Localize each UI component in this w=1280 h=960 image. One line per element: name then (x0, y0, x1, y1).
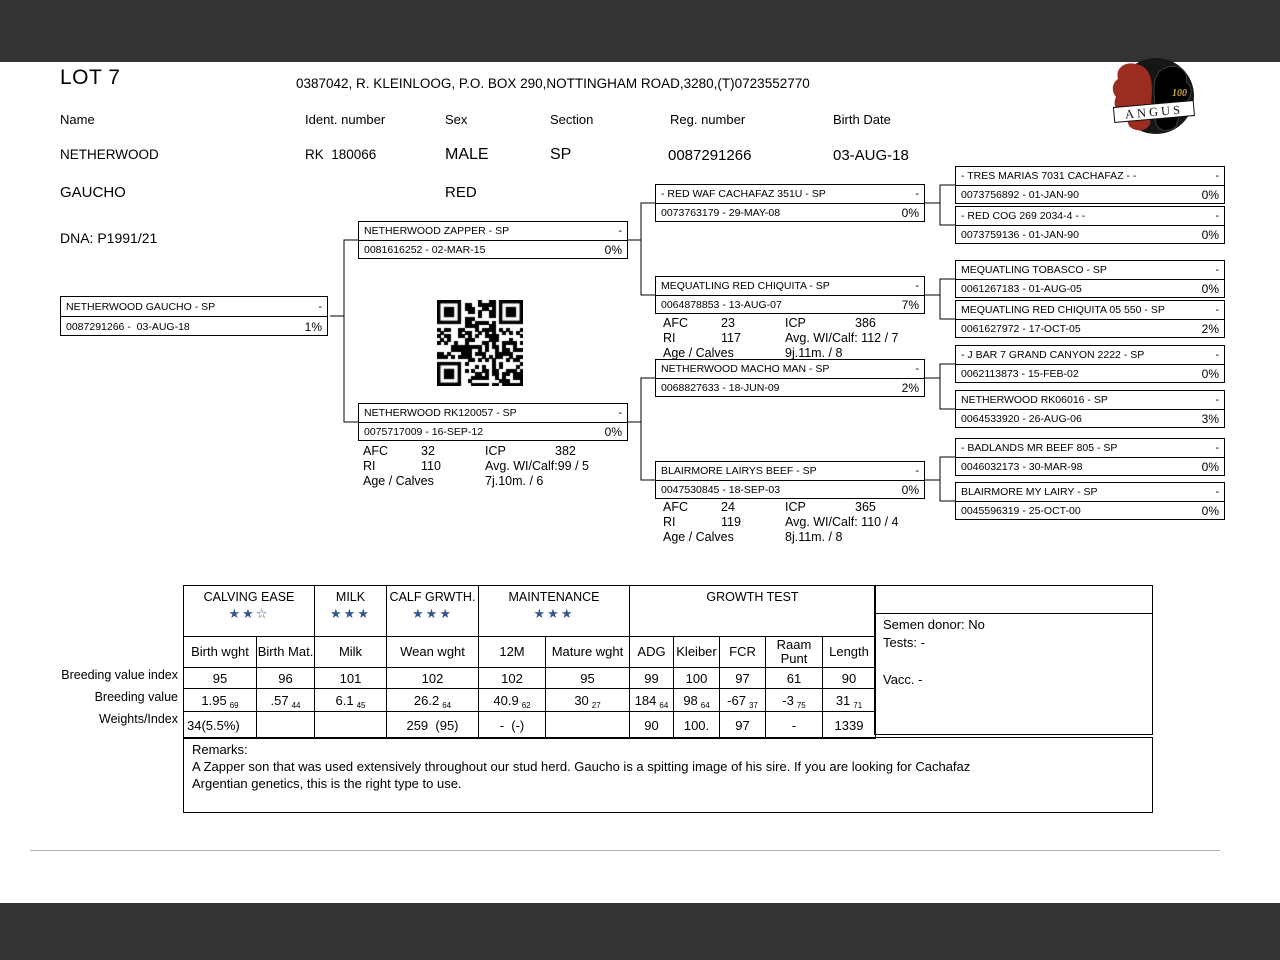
dash: - (618, 225, 622, 237)
animal-id: 0064878853 - 13-AUG-07 (661, 299, 782, 311)
dash: - (915, 188, 919, 200)
pedigree-box-dsd (955, 390, 1225, 428)
animal-id: 0061267183 - 01-AUG-05 (961, 283, 1082, 295)
index-cell: 102 (387, 668, 479, 689)
bv-accuracy: 75 (796, 700, 806, 710)
avg-wi-calf: Avg. WI/Calf: 110 / 4 (785, 515, 899, 529)
sex-value: MALE (445, 146, 489, 163)
col-adg: ADG (630, 637, 674, 668)
dash: - (1215, 394, 1219, 406)
animal-id: 0073756892 - 01-JAN-90 (961, 189, 1079, 201)
animal-name: NETHERWOOD GAUCHO - SP (66, 300, 216, 313)
animal-id: 0075717009 - 16-SEP-12 (364, 426, 484, 438)
afc-label: AFC (663, 500, 688, 514)
pedigree-box-sss (955, 166, 1225, 204)
icp-value: 382 (555, 444, 576, 458)
group-label: CALVING EASE (203, 590, 295, 604)
pedigree-box-ddd (955, 482, 1225, 520)
index-cell: 95 (546, 668, 630, 689)
animal-name: - BADLANDS MR BEEF 805 - SP (961, 442, 1118, 454)
afc-value: 23 (721, 316, 735, 330)
pedigree-box-sd (655, 276, 925, 314)
icp-label: ICP (485, 444, 506, 458)
icp-value: 365 (855, 500, 876, 514)
dash: - (915, 363, 919, 375)
index-cell: 95 (184, 668, 257, 689)
label-reg: Reg. number (670, 112, 746, 127)
stats-dam (363, 444, 589, 489)
footer-divider (30, 850, 1220, 851)
dash: - (1215, 304, 1219, 316)
bv-accuracy: 64 (700, 700, 710, 710)
bv: -67 (727, 692, 746, 708)
side-panel-top-cell (875, 586, 1152, 614)
weight-cell (315, 712, 387, 739)
row-label-breeding-value: Breeding value (94, 690, 178, 704)
label-ident: Ident. number (305, 112, 386, 127)
row-label-weights-index: Weights/Index (99, 712, 178, 726)
pedigree-box-sire (358, 221, 628, 259)
breeding-values-table (183, 585, 876, 739)
ident-number: RK 180066 (305, 147, 377, 162)
vaccinations: Vacc. - (883, 672, 923, 687)
inbreeding-pct: 0% (1201, 504, 1219, 518)
index-cell: 97 (720, 668, 766, 689)
afc-value: 24 (721, 500, 735, 514)
age-calves-label: Age / Calves (663, 346, 734, 360)
group-label: CALF GRWTH. (389, 590, 476, 604)
bv: 184 (634, 692, 657, 708)
dash: - (1215, 170, 1219, 182)
pedigree-box-sdd (955, 300, 1225, 338)
bv-accuracy: 44 (291, 700, 301, 710)
ri-label: RI (363, 459, 376, 473)
col-birth-mat: Birth Mat. (257, 637, 315, 668)
inbreeding-pct: 0% (1201, 188, 1219, 202)
inbreeding-pct: 0% (604, 243, 622, 257)
pedigree-box-ssd (955, 206, 1225, 244)
afc-label: AFC (363, 444, 388, 458)
weight-cell: 259 (95) (387, 712, 479, 739)
index-cell: 96 (257, 668, 315, 689)
inbreeding-pct: 2% (901, 381, 919, 395)
tests: Tests: - (883, 635, 925, 650)
animal-name: BLAIRMORE LAIRYS BEEF - SP (661, 465, 817, 477)
value-cell (720, 689, 766, 712)
pedigree-box-animal (60, 296, 328, 336)
group-header-row (184, 586, 876, 637)
bv: 26.2 (413, 692, 440, 708)
bv: .57 (270, 692, 289, 708)
pedigree-box-dam (358, 403, 628, 441)
inbreeding-pct: 0% (1201, 460, 1219, 474)
dash: - (915, 280, 919, 292)
column-header-row (184, 637, 876, 668)
value-cell (766, 689, 823, 712)
dash: - (1215, 349, 1219, 361)
dash: - (618, 407, 622, 419)
animal-id: 0045596319 - 25-OCT-00 (961, 505, 1081, 517)
weight-cell: 1339 (823, 712, 876, 739)
group-label: MAINTENANCE (508, 590, 600, 604)
weight-cell: - (766, 712, 823, 739)
weight-cell: 90 (630, 712, 674, 739)
bv: 30 (574, 692, 589, 708)
age-calves-value: 9j.11m. / 8 (785, 346, 843, 360)
dash: - (1215, 264, 1219, 276)
afc-value: 32 (421, 444, 435, 458)
value-cell (823, 689, 876, 712)
value-cell (387, 689, 479, 712)
section-value: SP (550, 146, 572, 163)
bv: -3 (782, 692, 794, 708)
col-mature-wght: Mature wght (546, 637, 630, 668)
value-cell (479, 689, 546, 712)
label-section: Section (550, 112, 594, 127)
col-raam-punt: Raam Punt (766, 637, 823, 668)
col-12m: 12M (479, 637, 546, 668)
bv: 31 (835, 692, 851, 708)
dna-number: DNA: P1991/21 (60, 230, 158, 246)
inbreeding-pct: 0% (604, 425, 622, 439)
remarks-box (183, 737, 1153, 813)
animal-id: 0062113873 - 15-FEB-02 (961, 368, 1079, 380)
star-rating: ★★★ (412, 606, 453, 621)
weight-cell: 97 (720, 712, 766, 739)
value-cell (184, 689, 257, 712)
bv-accuracy: 45 (356, 700, 366, 710)
remarks-text: A Zapper son that was used extensively throughout our stud herd. Gaucho is a spitting image of his sire. If you are looking for Cachafaz Argentian genetics, this is the right type to use. (192, 759, 971, 791)
age-calves-value: 8j.11m. / 8 (785, 530, 843, 544)
index-cell: 101 (315, 668, 387, 689)
pedigree-box-dd (655, 461, 925, 499)
logo-years: 100 (1172, 88, 1187, 99)
animal-id: 0047530845 - 18-SEP-03 (661, 484, 781, 496)
animal-name: BLAIRMORE MY LAIRY - SP (961, 486, 1098, 498)
dash: - (1215, 442, 1219, 454)
colour-value: RED (445, 184, 477, 201)
weight-cell: 100. (674, 712, 720, 739)
animal-id: 0046032173 - 30-MAR-98 (961, 461, 1083, 473)
top-bar (0, 0, 1280, 62)
pedigree-box-dds (955, 438, 1225, 476)
reg-number: 0087291266 (668, 147, 752, 164)
label-birth: Birth Date (833, 112, 891, 127)
col-fcr: FCR (720, 637, 766, 668)
star-rating: ★★★ (533, 606, 575, 621)
animal-name: - RED WAF CACHAFAZ 351U - SP (661, 188, 826, 200)
age-calves-label: Age / Calves (663, 530, 734, 544)
dash: - (1215, 210, 1219, 222)
bv-accuracy: 37 (748, 700, 758, 710)
remarks-label: Remarks: (192, 742, 248, 757)
animal-name: MEQUATLING RED CHIQUITA 05 550 - SP (961, 304, 1165, 316)
animal-name: - J BAR 7 GRAND CANYON 2222 - SP (961, 349, 1145, 361)
col-kleiber: Kleiber (674, 637, 720, 668)
bv-accuracy: 64 (659, 700, 669, 710)
age-calves-label: Age / Calves (363, 474, 434, 488)
row-label-breeding-value-index: Breeding value index (61, 668, 178, 682)
icp-value: 386 (855, 316, 876, 330)
dash: - (915, 465, 919, 477)
col-wean-wght: Wean wght (387, 637, 479, 668)
semen-donor: Semen donor: No (883, 617, 985, 632)
animal-id: 0073759136 - 01-JAN-90 (961, 229, 1079, 241)
bv-accuracy: 27 (591, 700, 601, 710)
animal-name: NETHERWOOD MACHO MAN - SP (661, 363, 830, 375)
group-calf-growth (387, 586, 479, 637)
inbreeding-pct: 1% (304, 319, 322, 334)
group-growth-test (630, 586, 876, 637)
group-milk (315, 586, 387, 637)
value-cell (674, 689, 720, 712)
group-label: GROWTH TEST (706, 590, 799, 604)
pedigree-box-dss (955, 345, 1225, 383)
animal-name-line2: GAUCHO (60, 184, 126, 201)
col-birth-wght: Birth wght (184, 637, 257, 668)
bv-accuracy: 64 (442, 700, 452, 710)
stats-dd (663, 500, 898, 545)
breeding-value-index-row (184, 668, 876, 689)
inbreeding-pct: 0% (1201, 367, 1219, 381)
side-panel (874, 585, 1153, 735)
index-cell: 61 (766, 668, 823, 689)
animal-name: MEQUATLING RED CHIQUITA - SP (661, 280, 830, 292)
afc-label: AFC (663, 316, 688, 330)
label-sex: Sex (445, 112, 468, 127)
animal-id: 0068827633 - 18-JUN-09 (661, 382, 780, 394)
value-cell (546, 689, 630, 712)
animal-name-line1: NETHERWOOD (60, 147, 159, 162)
weight-cell (257, 712, 315, 739)
weight-cell: 34(5.5%) (184, 712, 257, 739)
animal-name: NETHERWOOD RK06016 - SP (961, 394, 1108, 406)
star-rating: ★★☆ (228, 606, 270, 621)
bv-accuracy: 71 (853, 700, 863, 710)
owner-address: 0387042, R. KLEINLOOG, P.O. BOX 290,NOTTINGHAM ROAD,3280,(T)0723552770 (296, 76, 810, 91)
animal-id: 0081616252 - 02-MAR-15 (364, 244, 486, 256)
value-cell (630, 689, 674, 712)
group-label: MILK (335, 590, 366, 604)
bottom-bar (0, 903, 1280, 960)
index-cell: 99 (630, 668, 674, 689)
pedigree-box-ss (655, 184, 925, 222)
bv: 1.95 (201, 692, 227, 708)
inbreeding-pct: 3% (1201, 412, 1219, 426)
ri-label: RI (663, 331, 676, 345)
animal-id: 0061627972 - 17-OCT-05 (961, 323, 1081, 335)
ri-value: 117 (721, 331, 741, 345)
animal-id: 0064533920 - 26-AUG-06 (961, 413, 1082, 425)
index-cell: 102 (479, 668, 546, 689)
animal-name: MEQUATLING TOBASCO - SP (961, 264, 1107, 276)
value-cell (315, 689, 387, 712)
ri-label: RI (663, 515, 676, 529)
animal-id: 0073763179 - 29-MAY-08 (661, 207, 781, 219)
age-calves-value: 7j.10m. / 6 (485, 474, 544, 488)
qr-code (437, 300, 523, 386)
bv-accuracy: 62 (521, 700, 531, 710)
index-cell: 100 (674, 668, 720, 689)
star-rating: ★★★ (330, 606, 371, 621)
animal-name: - TRES MARIAS 7031 CACHAFAZ - - (961, 170, 1137, 182)
dash: - (318, 300, 322, 313)
weight-cell: - (-) (479, 712, 546, 739)
animal-name: NETHERWOOD RK120057 - SP (364, 407, 517, 419)
animal-id: 0087291266 - 03-AUG-18 (66, 320, 190, 333)
angus-logo (1108, 56, 1200, 138)
pedigree-box-ds (655, 359, 925, 397)
inbreeding-pct: 0% (1201, 282, 1219, 296)
col-milk: Milk (315, 637, 387, 668)
avg-wi-calf: Avg. WI/Calf:99 / 5 (485, 459, 589, 473)
animal-name: - RED COG 269 2034-4 - - (961, 210, 1086, 222)
inbreeding-pct: 2% (1201, 322, 1219, 336)
bv: 98 (683, 692, 698, 708)
col-length: Length (823, 637, 876, 668)
value-cell (257, 689, 315, 712)
inbreeding-pct: 0% (901, 206, 919, 220)
stats-sd (663, 316, 898, 361)
weight-cell (546, 712, 630, 739)
bv: 6.1 (335, 692, 354, 708)
icp-label: ICP (785, 500, 806, 514)
group-maintenance (479, 586, 630, 637)
ri-value: 119 (721, 515, 741, 529)
logo-text: ANGUS (1124, 102, 1184, 122)
weights-index-row (184, 712, 876, 739)
pedigree-box-sds (955, 260, 1225, 298)
inbreeding-pct: 0% (901, 483, 919, 497)
inbreeding-pct: 7% (901, 298, 919, 312)
group-calving-ease (184, 586, 315, 637)
index-cell: 90 (823, 668, 876, 689)
inbreeding-pct: 0% (1201, 228, 1219, 242)
avg-wi-calf: Avg. WI/Calf: 112 / 7 (785, 331, 899, 345)
bv: 40.9 (493, 692, 519, 708)
ri-value: 110 (421, 459, 441, 473)
bv-accuracy: 69 (229, 700, 239, 710)
animal-name: NETHERWOOD ZAPPER - SP (364, 225, 510, 237)
label-name: Name (60, 112, 95, 127)
lot-number: LOT 7 (60, 66, 121, 89)
birth-date: 03-AUG-18 (833, 147, 909, 164)
dash: - (1215, 486, 1219, 498)
breeding-value-row (184, 689, 876, 712)
icp-label: ICP (785, 316, 806, 330)
